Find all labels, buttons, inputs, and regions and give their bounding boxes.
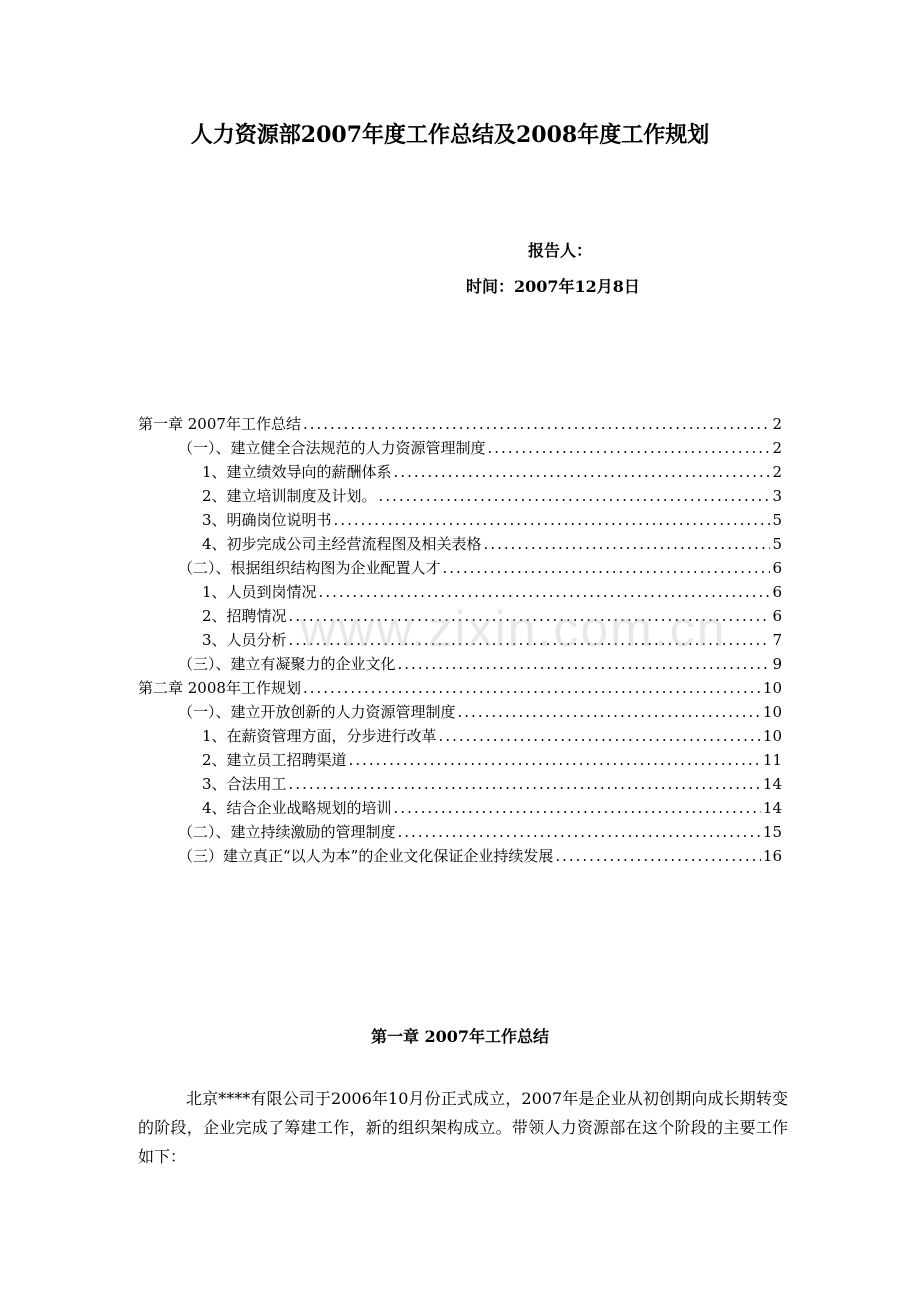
toc-dot-leader	[349, 748, 761, 772]
toc-entry-label: 2、建立员工招聘渠道	[202, 751, 347, 769]
toc-page-number: 5	[772, 511, 782, 529]
toc-dot-leader	[303, 412, 771, 436]
toc-page-number: 2	[772, 463, 782, 481]
toc-dot-leader	[394, 796, 761, 820]
toc-entry[interactable]	[138, 796, 782, 820]
document-title: 人力资源部2007年度工作总结及2008年度工作规划	[190, 122, 710, 148]
toc-page-number: 6	[772, 607, 782, 625]
toc-entry[interactable]	[138, 460, 782, 484]
toc-page-number: 6	[772, 559, 782, 577]
toc-page-number: 7	[772, 631, 782, 649]
toc-page-number: 5	[772, 535, 782, 553]
toc-dot-leader	[334, 508, 771, 532]
toc-dot-leader	[394, 460, 771, 484]
toc-page-number: 2	[772, 415, 782, 433]
toc-page-number: 11	[762, 751, 782, 769]
toc-entry-label: 1、建立绩效导向的薪酬体系	[202, 463, 392, 481]
toc-entry[interactable]	[138, 724, 782, 748]
toc-entry[interactable]	[138, 772, 782, 796]
toc-page-number: 2	[772, 439, 782, 457]
toc-page-number: 3	[772, 487, 782, 505]
toc-entry-label: 4、结合企业战略规划的培训	[202, 799, 392, 817]
toc-entry-label: （二）、建立持续激励的管理制度	[178, 823, 396, 841]
toc-dot-leader	[398, 652, 771, 676]
toc-dot-leader	[484, 532, 771, 556]
toc-entry[interactable]	[138, 748, 782, 772]
toc-page-number: 9	[772, 655, 782, 673]
table-of-contents	[138, 412, 782, 868]
toc-dot-leader	[289, 604, 771, 628]
toc-entry-label: 第二章 2008年工作规划	[138, 679, 301, 697]
toc-entry-label: 3、明确岗位说明书	[202, 511, 332, 529]
watermark: www.zixin.com.cn	[300, 601, 727, 657]
toc-dot-leader	[443, 556, 771, 580]
toc-entry-label: 4、初步完成公司主经营流程图及相关表格	[202, 535, 482, 553]
toc-entry-label: 3、人员分析	[202, 631, 287, 649]
toc-entry[interactable]	[138, 676, 782, 700]
toc-entry-label: （二）、根据组织结构图为企业配置人才	[178, 559, 441, 577]
toc-entry[interactable]	[138, 652, 782, 676]
toc-dot-leader	[379, 484, 771, 508]
toc-entry[interactable]	[138, 628, 782, 652]
toc-entry-label: 1、在薪资管理方面，分步进行改革	[202, 727, 437, 745]
toc-entry-label: （三）建立真正“以人为本”的企业文化保证企业持续发展	[178, 847, 554, 865]
toc-entry[interactable]	[138, 820, 782, 844]
toc-dot-leader	[289, 772, 761, 796]
toc-entry[interactable]	[138, 580, 782, 604]
toc-entry[interactable]	[138, 844, 782, 868]
toc-dot-leader	[303, 676, 761, 700]
body-paragraph: 北京****有限公司于2006年10月份正式成立，2007年是企业从初创期向成长期转变的阶段，企业完成了筹建工作，新的组织架构成立。带领人力资源部在这个阶段的主要工作如下：	[138, 1089, 788, 1166]
toc-entry[interactable]	[138, 604, 782, 628]
toc-entry-label: 第一章 2007年工作总结	[138, 415, 301, 433]
toc-entry-label: （一）、建立健全合法规范的人力资源管理制度	[178, 439, 486, 457]
toc-page-number: 10	[762, 679, 782, 697]
toc-dot-leader	[319, 580, 771, 604]
toc-entry-label: （三）、建立有凝聚力的企业文化	[178, 655, 396, 673]
section-heading: 第一章 2007年工作总结	[370, 1027, 550, 1046]
toc-dot-leader	[289, 628, 771, 652]
toc-dot-leader	[398, 820, 761, 844]
toc-page-number: 16	[762, 847, 782, 865]
toc-entry-label: （一）、建立开放创新的人力资源管理制度	[178, 703, 456, 721]
toc-entry[interactable]	[138, 700, 782, 724]
report-date: 时间：2007年12月8日	[466, 277, 640, 296]
toc-entry-label: 1、人员到岗情况	[202, 583, 317, 601]
toc-entry[interactable]	[138, 532, 782, 556]
toc-entry-label: 2、招聘情况	[202, 607, 287, 625]
toc-entry-label: 3、合法用工	[202, 775, 287, 793]
toc-entry[interactable]	[138, 412, 782, 436]
toc-entry-label: 2、建立培训制度及计划。	[202, 487, 377, 505]
toc-entry[interactable]	[138, 484, 782, 508]
toc-page-number: 15	[762, 823, 782, 841]
toc-entry[interactable]	[138, 436, 782, 460]
toc-page-number: 14	[762, 775, 782, 793]
toc-page-number: 14	[762, 799, 782, 817]
toc-dot-leader	[458, 700, 761, 724]
toc-page-number: 10	[762, 727, 782, 745]
toc-dot-leader	[439, 724, 761, 748]
reporter-label: 报告人：	[528, 241, 593, 260]
toc-entry[interactable]	[138, 508, 782, 532]
toc-dot-leader	[555, 844, 761, 868]
toc-entry[interactable]	[138, 556, 782, 580]
toc-page-number: 10	[762, 703, 782, 721]
toc-page-number: 6	[772, 583, 782, 601]
toc-dot-leader	[488, 436, 771, 460]
